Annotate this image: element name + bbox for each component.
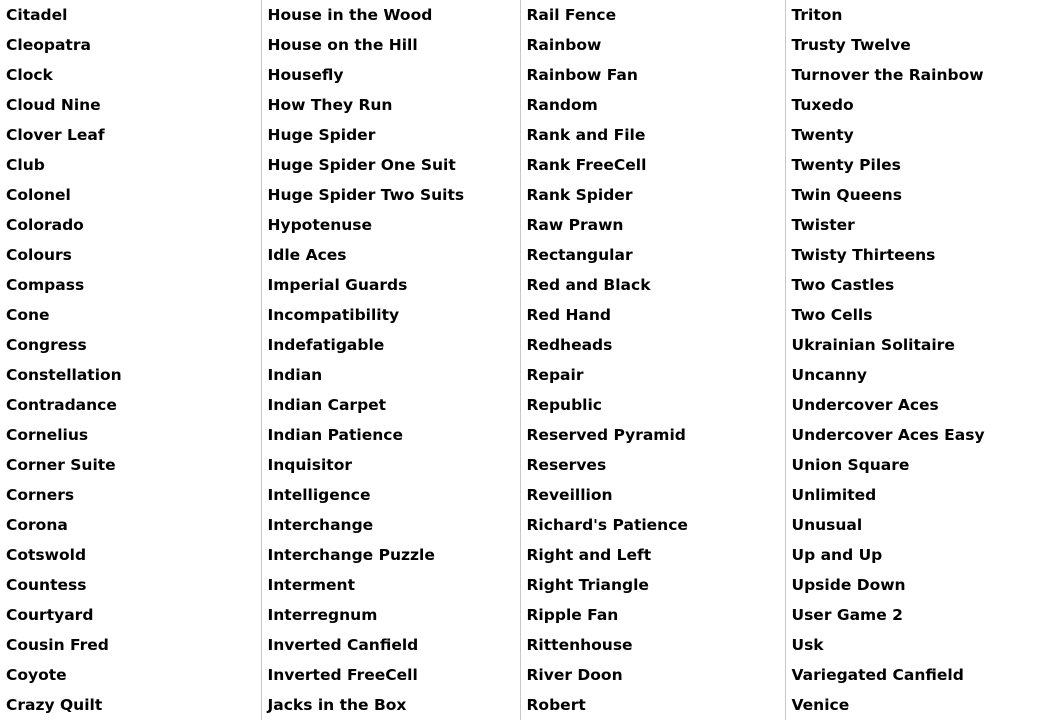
table-row[interactable] [0, 60, 1041, 90]
list-item[interactable]: Inverted Canfield [261, 630, 520, 660]
list-item[interactable]: Huge Spider One Suit [261, 150, 520, 180]
list-item[interactable]: Coyote [6, 666, 67, 684]
table-row[interactable] [0, 420, 1041, 450]
list-item[interactable]: Courtyard [6, 606, 94, 624]
list-item[interactable]: House on the Hill [261, 30, 520, 60]
table-row[interactable] [0, 150, 1041, 180]
list-item[interactable]: Compass [6, 276, 85, 294]
list-item[interactable]: Right and Left [520, 540, 785, 570]
list-item[interactable]: Cleopatra [6, 36, 91, 54]
list-item[interactable]: Uncanny [785, 360, 1041, 390]
list-item[interactable]: Two Cells [785, 300, 1041, 330]
list-item[interactable]: Twister [785, 210, 1041, 240]
list-item[interactable]: House in the Wood [261, 0, 520, 30]
list-item[interactable]: User Game 2 [785, 600, 1041, 630]
table-row[interactable] [0, 600, 1041, 630]
list-item[interactable]: Venice [785, 690, 1041, 720]
table-row[interactable] [0, 90, 1041, 120]
list-item[interactable]: Raw Prawn [520, 210, 785, 240]
list-item[interactable]: Rank and File [520, 120, 785, 150]
table-row[interactable] [0, 330, 1041, 360]
table-row[interactable] [0, 450, 1041, 480]
list-item[interactable]: Undercover Aces [785, 390, 1041, 420]
list-item[interactable]: Cotswold [6, 546, 87, 564]
list-item[interactable]: Huge Spider Two Suits [261, 180, 520, 210]
list-item[interactable]: Constellation [6, 366, 122, 384]
table-row[interactable] [0, 180, 1041, 210]
list-item[interactable]: Inquisitor [261, 450, 520, 480]
list-item[interactable]: Reserved Pyramid [520, 420, 785, 450]
table-row[interactable] [0, 630, 1041, 660]
list-item[interactable]: Undercover Aces Easy [785, 420, 1041, 450]
list-item[interactable]: Twenty Piles [785, 150, 1041, 180]
list-item[interactable]: Huge Spider [261, 120, 520, 150]
list-item[interactable]: Upside Down [785, 570, 1041, 600]
list-item[interactable]: Contradance [6, 396, 117, 414]
list-item[interactable]: Unlimited [785, 480, 1041, 510]
list-item[interactable]: Indian [261, 360, 520, 390]
list-item[interactable]: Rail Fence [520, 0, 785, 30]
list-item[interactable]: Interregnum [261, 600, 520, 630]
list-item[interactable]: Corners [6, 486, 75, 504]
list-item[interactable]: River Doon [520, 660, 785, 690]
list-item[interactable]: Cone [6, 306, 50, 324]
list-item[interactable]: Incompatibility [261, 300, 520, 330]
list-item[interactable]: Usk [785, 630, 1041, 660]
list-item[interactable]: Corner Suite [6, 456, 116, 474]
list-item[interactable]: Corona [6, 516, 68, 534]
list-item[interactable]: Cousin Fred [6, 636, 109, 654]
list-item[interactable]: Redheads [520, 330, 785, 360]
table-row[interactable] [0, 0, 1041, 30]
list-item[interactable]: Rectangular [520, 240, 785, 270]
table-row[interactable] [0, 570, 1041, 600]
list-item[interactable]: Unusual [785, 510, 1041, 540]
list-item[interactable]: Rank FreeCell [520, 150, 785, 180]
list-item[interactable]: Richard's Patience [520, 510, 785, 540]
list-item[interactable]: Countess [6, 576, 87, 594]
list-item[interactable]: Indefatigable [261, 330, 520, 360]
list-item[interactable]: Colours [6, 246, 72, 264]
list-item[interactable]: Repair [520, 360, 785, 390]
table-row[interactable] [0, 480, 1041, 510]
list-item[interactable]: Red and Black [520, 270, 785, 300]
list-item[interactable]: Twenty [785, 120, 1041, 150]
list-item[interactable]: Union Square [785, 450, 1041, 480]
list-item[interactable]: Indian Carpet [261, 390, 520, 420]
table-row[interactable] [0, 690, 1041, 720]
list-item[interactable]: Housefly [261, 60, 520, 90]
list-item[interactable]: Congress [6, 336, 87, 354]
list-item[interactable]: Club [6, 156, 45, 174]
table-row[interactable] [0, 360, 1041, 390]
list-item[interactable]: Clock [6, 66, 53, 84]
list-item[interactable]: Reveillion [520, 480, 785, 510]
list-item[interactable]: Triton [785, 0, 1041, 30]
list-item[interactable]: Rittenhouse [520, 630, 785, 660]
list-item[interactable]: Rainbow Fan [520, 60, 785, 90]
list-item[interactable]: Idle Aces [261, 240, 520, 270]
list-item[interactable]: Two Castles [785, 270, 1041, 300]
table-row[interactable] [0, 660, 1041, 690]
table-row[interactable] [0, 540, 1041, 570]
list-item[interactable]: Crazy Quilt [6, 696, 103, 714]
list-item[interactable]: Inverted FreeCell [261, 660, 520, 690]
list-item[interactable]: Ukrainian Solitaire [785, 330, 1041, 360]
list-item[interactable]: Rank Spider [520, 180, 785, 210]
list-item[interactable]: Variegated Canfield [785, 660, 1041, 690]
list-item[interactable]: Twisty Thirteens [785, 240, 1041, 270]
list-item[interactable]: Ripple Fan [520, 600, 785, 630]
list-item[interactable]: Twin Queens [785, 180, 1041, 210]
list-item[interactable]: Cloud Nine [6, 96, 101, 114]
list-item[interactable]: Turnover the Rainbow [785, 60, 1041, 90]
list-item[interactable]: Rainbow [520, 30, 785, 60]
list-item[interactable]: Colonel [6, 186, 71, 204]
list-item[interactable]: Hypotenuse [261, 210, 520, 240]
list-item[interactable]: Tuxedo [785, 90, 1041, 120]
list-item[interactable]: Jacks in the Box [261, 690, 520, 720]
table-row[interactable] [0, 240, 1041, 270]
table-row[interactable] [0, 120, 1041, 150]
list-item[interactable]: Right Triangle [520, 570, 785, 600]
list-item[interactable]: Interchange Puzzle [261, 540, 520, 570]
list-item[interactable]: Up and Up [785, 540, 1041, 570]
list-item[interactable]: Imperial Guards [261, 270, 520, 300]
list-item[interactable]: Cornelius [6, 426, 89, 444]
table-row[interactable] [0, 30, 1041, 60]
list-item[interactable]: Robert [520, 690, 785, 720]
list-item[interactable]: Interchange [261, 510, 520, 540]
list-item[interactable]: Red Hand [520, 300, 785, 330]
list-item[interactable]: Citadel [6, 6, 68, 24]
table-row[interactable] [0, 210, 1041, 240]
table-row[interactable] [0, 270, 1041, 300]
list-item[interactable]: How They Run [261, 90, 520, 120]
table-row[interactable] [0, 510, 1041, 540]
list-item[interactable]: Random [520, 90, 785, 120]
table-row[interactable] [0, 300, 1041, 330]
list-item[interactable]: Interment [261, 570, 520, 600]
list-item[interactable]: Reserves [520, 450, 785, 480]
list-item[interactable]: Trusty Twelve [785, 30, 1041, 60]
list-item[interactable]: Intelligence [261, 480, 520, 510]
list-item[interactable]: Clover Leaf [6, 126, 105, 144]
list-item[interactable]: Colorado [6, 216, 84, 234]
table-row[interactable] [0, 390, 1041, 420]
list-item[interactable]: Indian Patience [261, 420, 520, 450]
list-item[interactable]: Republic [520, 390, 785, 420]
